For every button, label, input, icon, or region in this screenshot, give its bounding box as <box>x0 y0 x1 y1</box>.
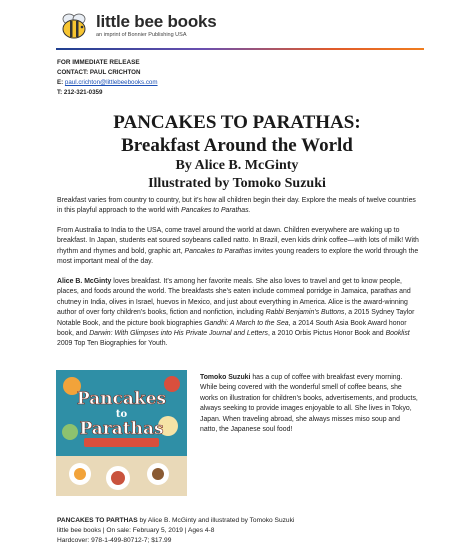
publisher-logo <box>56 8 256 44</box>
brand-tagline: an imprint of Bonnier Publishing USA <box>96 32 187 38</box>
intro-paragraph: Breakfast varies from country to country, but it’s how all children begin their day. Explore the meals of twelve countries in this playful approach to the world with Pancakes to Parathas. <box>57 197 416 215</box>
author-credit: By Alice B. McGinty <box>175 158 299 173</box>
book-title-line2: Breakfast Around the World <box>121 135 353 156</box>
book-cover-image <box>56 370 187 496</box>
illustrator-name: Tomoko Suzuki <box>200 374 251 381</box>
release-label: FOR IMMEDIATE RELEASE <box>57 59 140 66</box>
book-title-line1: PANCAKES TO PARATHAS: <box>113 112 361 133</box>
author-name: Alice B. McGinty <box>57 278 112 285</box>
cover-title-line3: Parathas <box>79 419 164 439</box>
author-bio-paragraph: Alice B. McGinty loves breakfast. It’s among her favorite meals. She also loves to travel and get to know people, places, and foods around the world. The breakfasts she’s eaten include cornmeal porridge in Jamaica, parathas and chutney in India, olives in Israel, huevos in Mexico, and just about everything in America. Alice is the award-winning author of over forty children’s books, fiction and nonfiction, including Rabbi Benjamin’s Buttons, a 2015 Sydney Taylor Notable Book, and the picture book biographies Gandhi: A March to the Sea, a 2014 South Asia Book Award honor book, and Darwin: With Glimpses into His Private Journal and Letters, a 2010 Orbis Pictus Honor Book and Booklist 2009 Top Ten Biographies for Youth. <box>57 278 415 348</box>
contact-email-link[interactable]: paul.crichton@littlebeebooks.com <box>64 79 158 86</box>
summary-paragraph: From Australia to India to the USA, come travel around the world at dawn. Children everywhere are waking up to breakfast. In Japan, students eat soured soybeans called natto. In Brazil, even kids drink coffee—with lots of milk! With rhythm and rhymes and bold, graphic art, Pancakes to Parathas invites young readers to explore the world through the most important meal of the day. <box>57 227 419 266</box>
cover-title-line2: to <box>115 409 128 420</box>
footer-publisher-line: little bee books | On sale: February 5, 2019 | Ages 4-8 <box>57 527 215 534</box>
illustrator-bio-paragraph: Tomoko Suzuki has a cup of coffee with breakfast every morning. While being covered with the wonderful smell of coffee beans, she works on illustration for children’s books, advertisements, and products, always seeking to provide images enjoyable to all. She lives in Tokyo, Japan. When traveling abroad, she always misses miso soup and natto, the Japanese soul food! <box>200 374 418 434</box>
contact-email-row <box>57 78 158 88</box>
cover-title-line1: Pancakes <box>76 389 167 409</box>
footer-book-line: PANCAKES TO PARTHAS by Alice B. McGinty and illustrated by Tomoko Suzuki <box>57 517 295 524</box>
email-label: E: <box>57 79 64 86</box>
contact-block <box>57 58 158 98</box>
book-title-inline: Pancakes to Parathas <box>184 247 252 255</box>
illustrator-credit: Illustrated by Tomoko Suzuki <box>148 176 326 191</box>
header-divider <box>56 48 424 50</box>
footer-book-title: PANCAKES TO PARTHAS <box>57 517 138 524</box>
contact-name: CONTACT: PAUL CRICHTON <box>57 69 141 76</box>
brand-name: little bee books <box>96 12 217 31</box>
book-title-inline: Pancakes to Parathas. <box>181 207 251 215</box>
bee-icon <box>58 12 92 40</box>
footer-isbn-line: Hardcover: 978-1-499-80712-7; $17.99 <box>57 537 172 544</box>
book-details-footer <box>57 516 294 546</box>
contact-phone: T: 212-321-0359 <box>57 89 103 96</box>
